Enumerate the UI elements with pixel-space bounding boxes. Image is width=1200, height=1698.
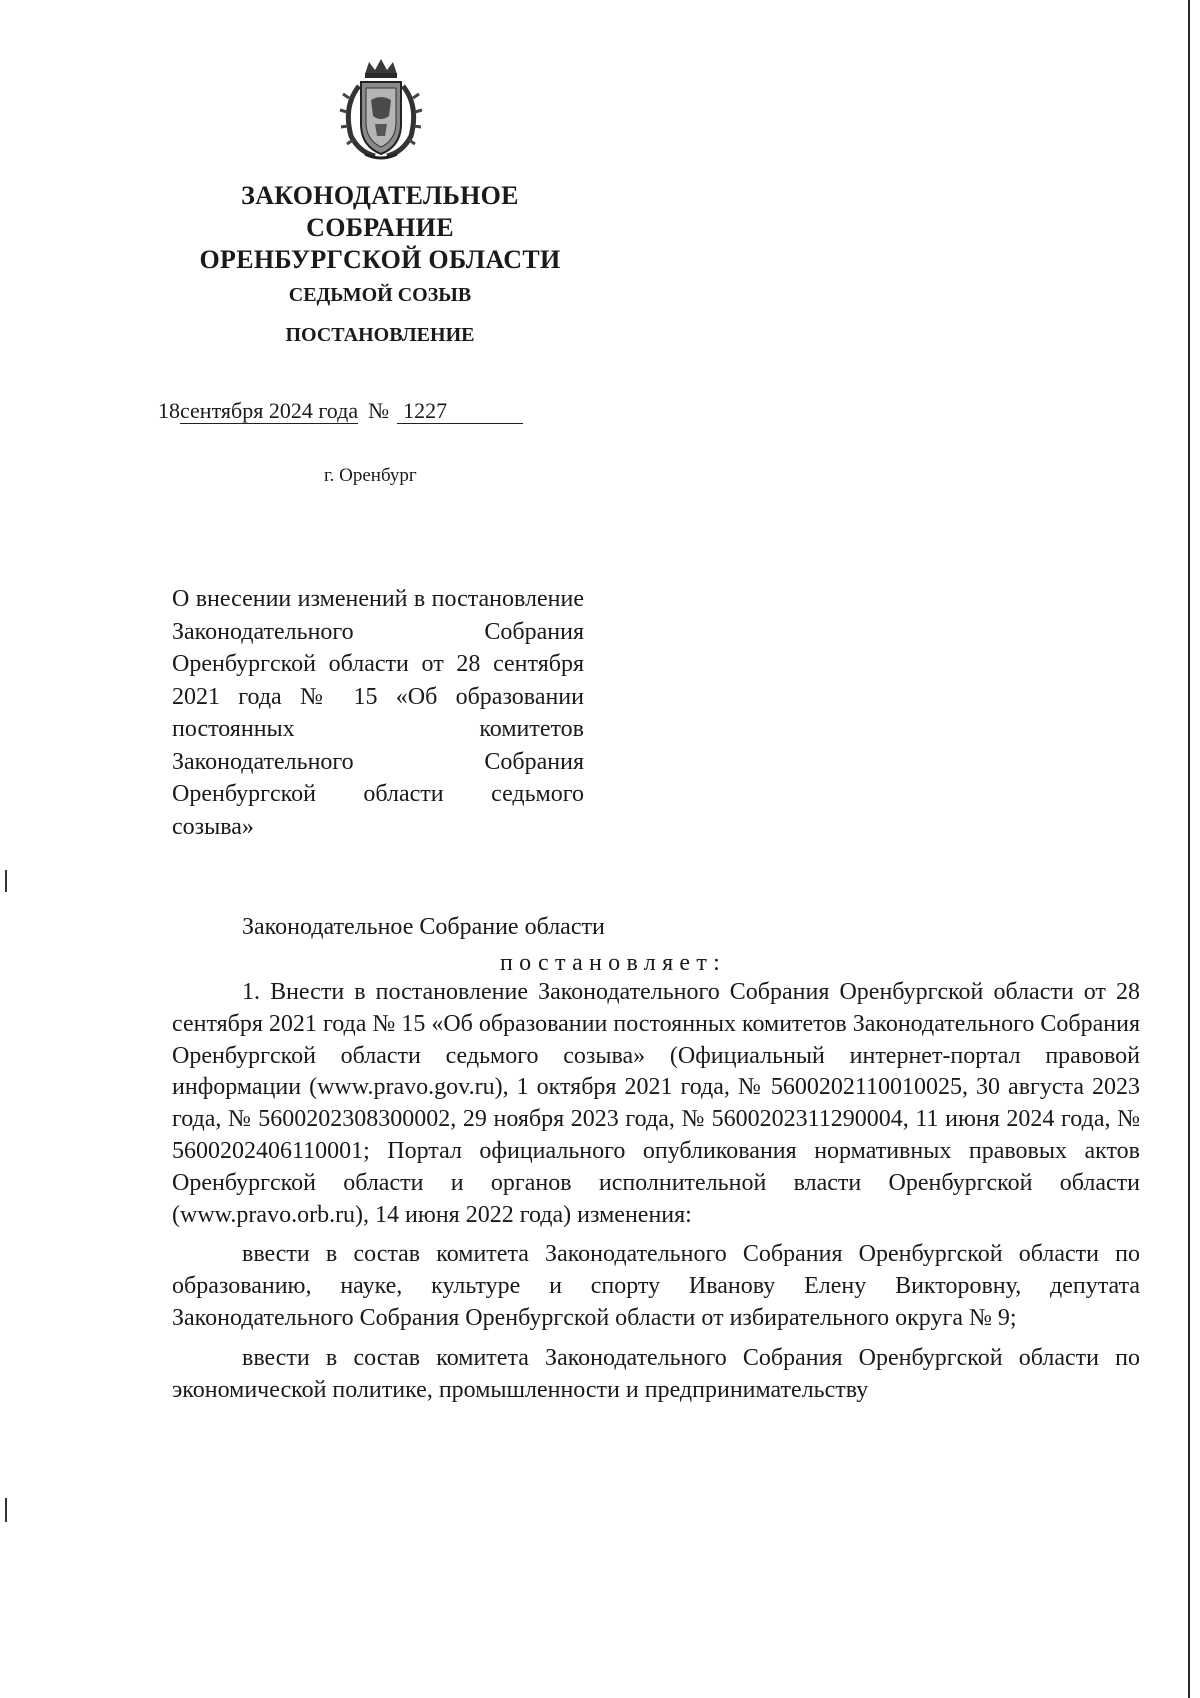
header-convocation: СЕДЬМОЙ СОЗЫВ: [288, 284, 472, 306]
assembly-line: Законодательное Собрание области: [242, 914, 605, 940]
document-body: [172, 977, 1140, 1414]
body-paragraph: 1. Внести в постановление Законодательного Собрания Оренбургской области от 28 сентября 2021 года № 15 «Об образовании постоянных комитетов Законодательного Собрания Оренбургской области седьмого созыва» (Официальный интернет-портал правовой информации (www.pravo.gov.ru), 1 октября 2021 года, № 5600202110010025, 30 августа 2023 года, № 5600202308300002, 29 ноября 2023 года, № 5600202311290004, 11 июня 2024 года, № 5600202406110001; Портал официального опубликования нормативных правовых актов Оренбургской области и органов исполнительной власти Оренбургской области (www.pravo.orb.ru), 14 июня 2022 года) изменения:: [172, 979, 1140, 1228]
coat-of-arms-emblem-icon: [335, 56, 427, 161]
document-header: [140, 180, 620, 348]
document-city: г. Оренбург: [324, 465, 417, 486]
body-paragraph: ввести в состав комитета Законодательного Собрания Оренбургской области по образованию, науке, культуре и спорту Иванову Елену Викторовну, депутата Законодательного Собрания Оренбургской области от избирательного округа № 9;: [172, 1241, 1140, 1331]
body-paragraph: ввести в состав комитета Законодательного Собрания Оренбургской области по экономической политике, промышленности и предпринимательству: [172, 1344, 1140, 1403]
scan-edge-line: [1188, 0, 1190, 1698]
number-sign: №: [368, 398, 390, 423]
header-title-line-2: СОБРАНИЕ: [306, 213, 454, 242]
document-date-number: [158, 398, 523, 424]
header-title-line-1: ЗАКОНОДАТЕЛЬНОЕ: [241, 181, 519, 210]
scan-edge-mark: [5, 870, 7, 892]
scan-edge-mark: [5, 1498, 7, 1522]
document-subject: О внесении изменений в постановление Законодательного Собрания Оренбургской области от 28 сентября 2021 года № 15 «Об образовании постоянных комитетов Законодательного Собрания Оренбургской области седьмого созыва»: [172, 586, 584, 840]
header-title-line-3: ОРЕНБУРГСКОЙ ОБЛАСТИ: [199, 245, 561, 274]
document-number: 1227: [397, 399, 523, 424]
date-text: сентября 2024 года: [180, 398, 359, 423]
decrees-line: постановляет:: [500, 950, 727, 976]
date-day: 18: [158, 398, 180, 423]
header-doc-type: ПОСТАНОВЛЕНИЕ: [285, 324, 475, 346]
